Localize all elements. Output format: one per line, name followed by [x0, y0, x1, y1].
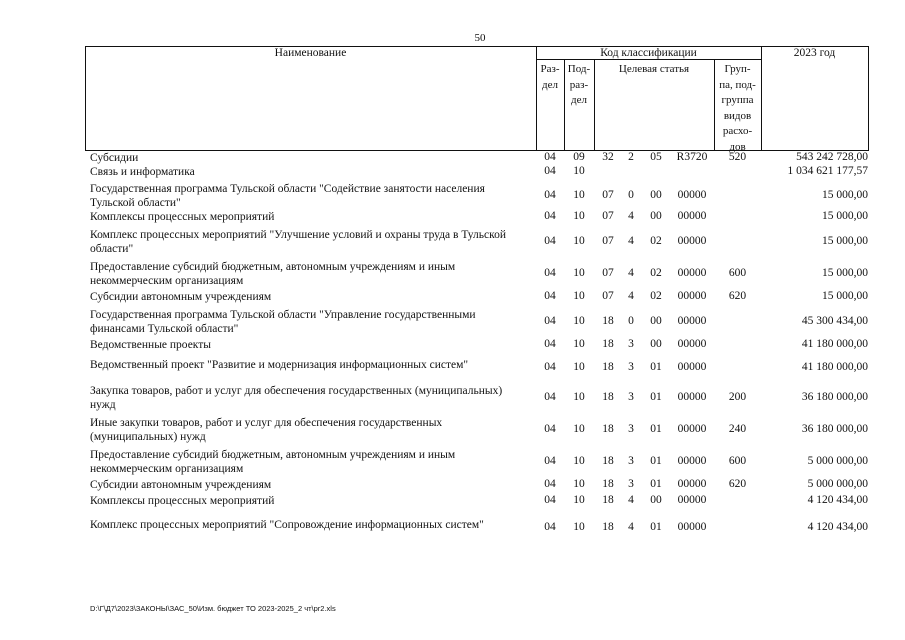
row-a: 18: [602, 455, 614, 467]
row-sum: 543 242 728,00: [796, 151, 868, 163]
row-a: 07: [602, 210, 614, 222]
row-b: 4: [628, 290, 634, 302]
row-pr: 10: [573, 521, 585, 533]
table-row: [0, 151, 905, 165]
header-code: Код классификации: [600, 47, 697, 59]
row-pr: 10: [573, 210, 585, 222]
row-sum: 15 000,00: [822, 290, 868, 302]
row-c: 00: [650, 338, 662, 350]
row-c: 01: [650, 478, 662, 490]
row-b: 3: [628, 338, 634, 350]
row-rz: 04: [544, 494, 556, 506]
row-sum: 15 000,00: [822, 210, 868, 222]
row-vr: 200: [728, 391, 747, 403]
row-pr: 10: [573, 455, 585, 467]
row-rz: 04: [544, 315, 556, 327]
row-rz: 04: [544, 189, 556, 201]
row-rz: 04: [544, 478, 556, 490]
row-name: Комплексы процессных мероприятий: [90, 211, 275, 223]
row-b: 4: [628, 267, 634, 279]
row-a: 07: [602, 189, 614, 201]
table-row: [0, 182, 905, 210]
row-b: 3: [628, 478, 634, 490]
row-vr: 520: [728, 151, 747, 163]
row-a: 18: [602, 478, 614, 490]
row-d: 00000: [677, 315, 707, 327]
table-row: [0, 448, 905, 476]
row-name: Иные закупки товаров, работ и услуг для обеспечения государственных (муниципальных) нужд: [90, 417, 443, 443]
row-name: Комплексы процессных мероприятий: [90, 495, 275, 507]
row-pr: 10: [573, 361, 585, 373]
table-row: [0, 358, 905, 378]
table-row: [0, 416, 905, 444]
row-c: 00: [650, 210, 662, 222]
table-row: [0, 260, 905, 288]
row-c: 05: [650, 151, 662, 163]
row-sum: 15 000,00: [822, 235, 868, 247]
row-b: 3: [628, 423, 634, 435]
row-rz: 04: [544, 338, 556, 350]
row-pr: 10: [573, 315, 585, 327]
row-name: Ведомственные проекты: [90, 339, 211, 351]
row-sum: 4 120 434,00: [807, 521, 868, 533]
page-number: 50: [474, 32, 486, 44]
header-group: Груп- па, под- группа видов расхо- дов: [719, 63, 756, 153]
row-sum: 36 180 000,00: [801, 391, 868, 403]
header-target: Целевая статья: [618, 63, 690, 75]
row-sum: 45 300 434,00: [801, 315, 868, 327]
row-sum: 4 120 434,00: [807, 494, 868, 506]
row-rz: 04: [544, 455, 556, 467]
row-b: 4: [628, 521, 634, 533]
row-c: 01: [650, 455, 662, 467]
row-vr: 620: [728, 478, 747, 490]
row-vr: 240: [728, 423, 747, 435]
header-name: Наименование: [274, 47, 347, 59]
header-subsection: Под- раз- дел: [567, 63, 591, 106]
row-a: 07: [602, 267, 614, 279]
row-d: 00000: [677, 235, 707, 247]
row-pr: 10: [573, 235, 585, 247]
row-name: Комплекс процессных мероприятий "Сопровождение информационных систем": [90, 519, 484, 531]
row-sum: 15 000,00: [822, 267, 868, 279]
row-pr: 10: [573, 423, 585, 435]
row-vr: 600: [728, 455, 747, 467]
row-d: 00000: [677, 290, 707, 302]
header-left-border: [85, 46, 86, 150]
row-rz: 04: [544, 391, 556, 403]
row-b: 3: [628, 455, 634, 467]
row-a: 07: [602, 290, 614, 302]
row-name: Ведомственный проект "Развитие и модернизация информационных систем": [90, 359, 469, 371]
table-row: [0, 384, 905, 412]
row-b: 3: [628, 361, 634, 373]
row-a: 18: [602, 315, 614, 327]
row-sum: 41 180 000,00: [801, 338, 868, 350]
row-sum: 15 000,00: [822, 189, 868, 201]
row-rz: 04: [544, 423, 556, 435]
row-c: 02: [650, 290, 662, 302]
row-b: 4: [628, 235, 634, 247]
row-name: Связь и информатика: [90, 166, 195, 178]
row-b: 3: [628, 391, 634, 403]
row-c: 01: [650, 423, 662, 435]
row-pr: 10: [573, 189, 585, 201]
row-name: Субсидии автономным учреждениям: [90, 291, 272, 303]
row-name: Комплекс процессных мероприятий "Улучшение условий и охраны труда в Тульской области": [90, 229, 507, 255]
table-row: [0, 478, 905, 492]
row-a: 18: [602, 423, 614, 435]
row-b: 0: [628, 315, 634, 327]
row-c: 02: [650, 267, 662, 279]
row-sum: 5 000 000,00: [807, 455, 868, 467]
row-d: 00000: [677, 210, 707, 222]
row-d: 00000: [677, 455, 707, 467]
row-c: 01: [650, 391, 662, 403]
row-rz: 04: [544, 267, 556, 279]
row-rz: 04: [544, 235, 556, 247]
header-year: 2023 год: [793, 47, 836, 59]
row-a: 32: [602, 151, 614, 163]
table-row: [0, 308, 905, 336]
header-right-border: [868, 46, 869, 150]
row-d: R3720: [676, 151, 708, 163]
row-rz: 04: [544, 521, 556, 533]
row-sum: 36 180 000,00: [801, 423, 868, 435]
row-pr: 10: [573, 391, 585, 403]
row-name: Государственная программа Тульской области "Содействие занятости населения Тульской области": [90, 183, 485, 209]
row-vr: 620: [728, 290, 747, 302]
row-b: 0: [628, 189, 634, 201]
row-a: 18: [602, 361, 614, 373]
row-c: 00: [650, 494, 662, 506]
row-c: 00: [650, 189, 662, 201]
row-b: 2: [628, 151, 634, 163]
row-b: 4: [628, 494, 634, 506]
table-row: [0, 210, 905, 224]
row-sum: 5 000 000,00: [807, 478, 868, 490]
row-a: 18: [602, 521, 614, 533]
row-pr: 10: [573, 290, 585, 302]
row-rz: 04: [544, 361, 556, 373]
file-path-footer: D:\Г\Д7\2023\ЗАКОНЫ\ЗАС_50\Изм. бюджет ТО 2023-2025_2 чт\pr2.xls: [90, 604, 336, 613]
table-row: [0, 228, 905, 256]
row-pr: 10: [573, 494, 585, 506]
header-section: Раз- дел: [540, 63, 560, 91]
table-row: [0, 290, 905, 304]
row-d: 00000: [677, 494, 707, 506]
group-col-border: [761, 46, 762, 150]
row-pr: 10: [573, 267, 585, 279]
row-sum: 1 034 621 177,57: [787, 165, 868, 177]
row-d: 00000: [677, 189, 707, 201]
row-name: Государственная программа Тульской области "Управление государственными финансами Тульской области": [90, 309, 476, 335]
row-b: 4: [628, 210, 634, 222]
row-rz: 04: [544, 165, 556, 177]
row-a: 18: [602, 391, 614, 403]
row-d: 00000: [677, 361, 707, 373]
table-row: [0, 518, 905, 538]
row-rz: 04: [544, 210, 556, 222]
row-sum: 41 180 000,00: [801, 361, 868, 373]
row-rz: 04: [544, 151, 556, 163]
row-name: Предоставление субсидий бюджетным, автономным учреждениям и иным некоммерческим организациям: [90, 261, 456, 287]
row-name: Субсидии: [90, 152, 139, 164]
row-d: 00000: [677, 521, 707, 533]
row-c: 01: [650, 521, 662, 533]
row-a: 18: [602, 338, 614, 350]
row-d: 00000: [677, 338, 707, 350]
row-c: 02: [650, 235, 662, 247]
row-d: 00000: [677, 267, 707, 279]
row-a: 07: [602, 235, 614, 247]
table-row: [0, 165, 905, 179]
row-d: 00000: [677, 391, 707, 403]
row-pr: 09: [573, 151, 585, 163]
row-name: Предоставление субсидий бюджетным, автономным учреждениям и иным некоммерческим организациям: [90, 449, 456, 475]
row-name: Закупка товаров, работ и услуг для обеспечения государственных (муниципальных) нужд: [90, 385, 503, 411]
table-row: [0, 338, 905, 352]
row-a: 18: [602, 494, 614, 506]
row-pr: 10: [573, 338, 585, 350]
row-rz: 04: [544, 290, 556, 302]
row-c: 00: [650, 315, 662, 327]
row-c: 01: [650, 361, 662, 373]
row-pr: 10: [573, 165, 585, 177]
table-row: [0, 494, 905, 508]
row-pr: 10: [573, 478, 585, 490]
row-d: 00000: [677, 423, 707, 435]
row-name: Субсидии автономным учреждениям: [90, 479, 272, 491]
row-vr: 600: [728, 267, 747, 279]
row-d: 00000: [677, 478, 707, 490]
